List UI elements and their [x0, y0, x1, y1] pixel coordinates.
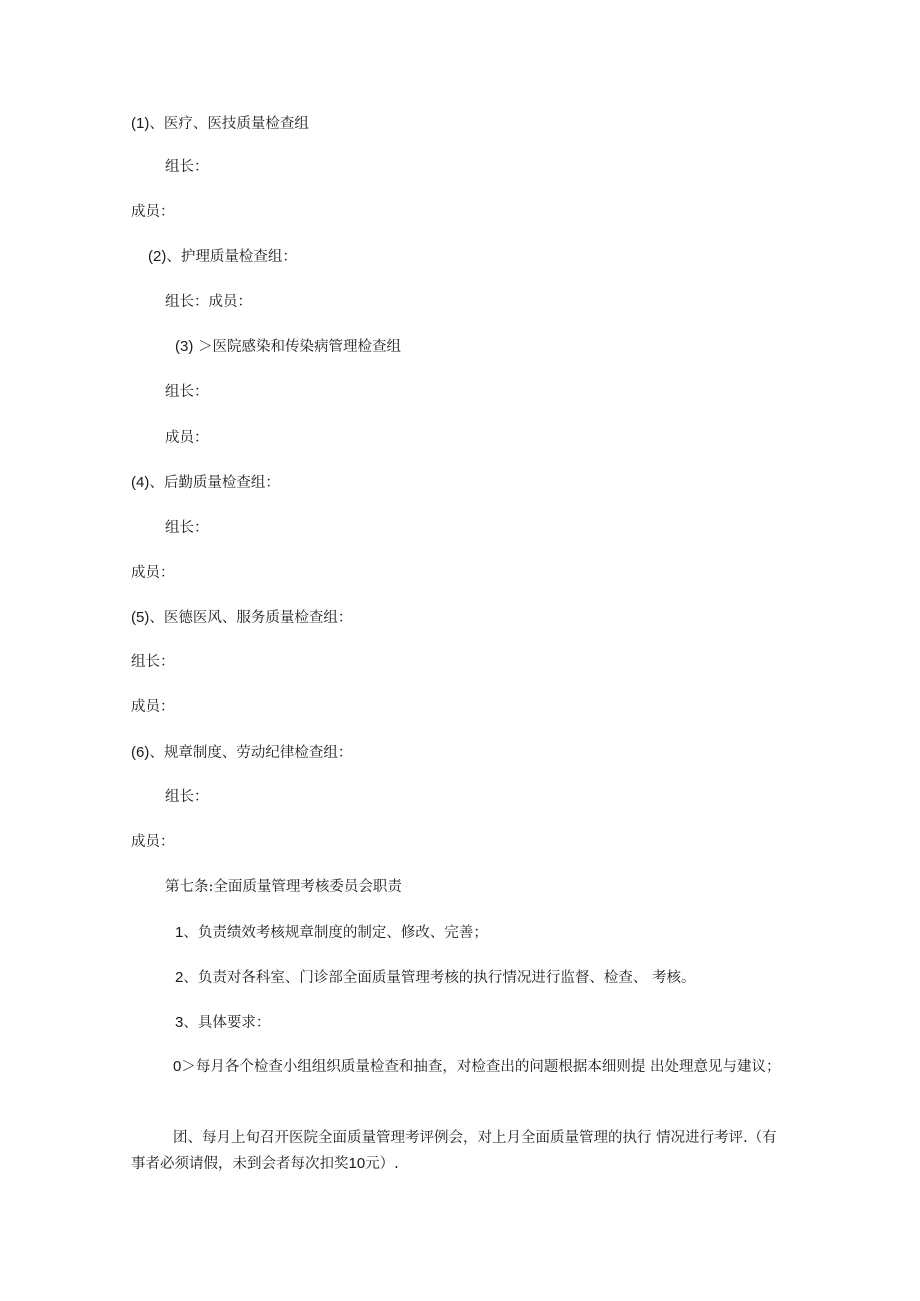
- group-5-title: 、医德医风、服务质量检查组：: [149, 610, 353, 626]
- group-2-leader-members: 组长：成员：: [165, 294, 252, 310]
- responsibility-2: [175, 968, 695, 988]
- article-7-title: 第七条:全面质量管理考核委员会职责: [165, 879, 402, 895]
- group-4-members: 成员：: [131, 565, 175, 581]
- group-4-leader: 组长：: [165, 520, 209, 536]
- responsibility-3: [175, 1013, 270, 1033]
- group-1-number: (1): [131, 115, 150, 132]
- group-6-title: 、规章制度、劳动纪律检查组：: [149, 745, 353, 761]
- group-5-heading: [131, 608, 352, 628]
- group-5-members: 成员：: [131, 699, 175, 715]
- requirement-1-text-end: 元）.: [365, 1156, 399, 1172]
- group-1-leader: 组长：: [165, 159, 209, 175]
- group-2-heading: [148, 247, 297, 267]
- group-6-heading: [131, 743, 352, 763]
- requirement-0-text: ＞每月各个检查小组组织质量检查和抽查，对检查出的问题根据本细则提 出处理意见与建议；: [181, 1059, 781, 1075]
- group-3-members: 成员：: [165, 430, 209, 446]
- group-3-leader: 组长：: [165, 384, 209, 400]
- requirement-0-number: 0: [173, 1058, 182, 1075]
- requirement-0: [131, 1054, 791, 1080]
- group-3-heading: [175, 337, 401, 357]
- responsibility-1-text: 、负责绩效考核规章制度的制定、修改、完善；: [183, 925, 488, 941]
- group-5-leader: 组长：: [131, 654, 175, 670]
- group-3-title: ＞医院感染和传染病管理检查组: [197, 339, 401, 355]
- responsibility-1-number: 1: [175, 924, 184, 941]
- group-2-title: 、护理质量检查组：: [166, 249, 297, 265]
- responsibility-2-number: 2: [175, 969, 184, 986]
- group-6-members: 成员：: [131, 834, 175, 850]
- requirement-1: [131, 1126, 791, 1177]
- group-4-number: (4): [131, 474, 150, 491]
- requirement-1-amount: 10: [348, 1155, 366, 1172]
- group-4-heading: [131, 473, 280, 493]
- group-1-heading: [131, 114, 309, 134]
- group-2-number: (2): [148, 248, 167, 265]
- responsibility-2-text: 、负责对各科室、门诊部全面质量管理考核的执行情况进行监督、检查、 考核。: [183, 970, 696, 986]
- group-6-number: (6): [131, 744, 150, 761]
- group-4-title: 、后勤质量检查组：: [149, 475, 280, 491]
- responsibility-1: [175, 923, 488, 943]
- group-5-number: (5): [131, 609, 150, 626]
- group-1-members: 成员：: [131, 204, 175, 220]
- group-6-leader: 组长：: [165, 789, 209, 805]
- group-1-title: 、医疗、医技质量检查组: [149, 116, 309, 132]
- requirement-1-text: 团、每月上旬召开医院全面质量管理考评例会，对上月全面质量管理的执行 情况进行考评.（有事者必须请假，未到会者每次扣奖: [131, 1130, 777, 1172]
- group-3-number: (3): [175, 338, 194, 355]
- responsibility-3-number: 3: [175, 1014, 184, 1031]
- responsibility-3-text: 、具体要求：: [183, 1015, 271, 1031]
